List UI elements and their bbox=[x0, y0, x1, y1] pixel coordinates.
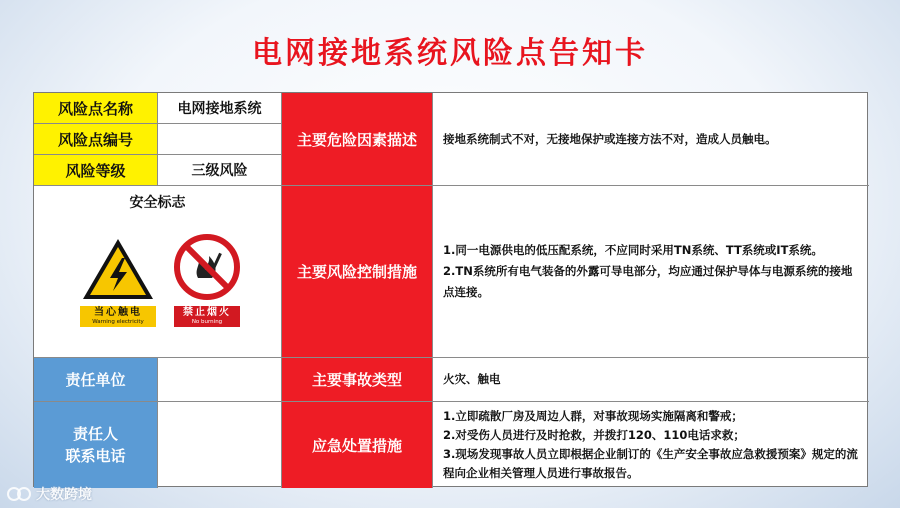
safety-signs-panel bbox=[34, 186, 282, 358]
emergency-line: 3.现场发现事故人员立即根据企业制订的《生产安全事故应急救援预案》规定的流程向企业相关管理人员进行事故报告。 bbox=[443, 447, 858, 480]
responsible-unit-label: 责任单位 bbox=[34, 358, 158, 402]
accident-text: 火灾、触电 bbox=[433, 358, 869, 402]
fire-caption: 禁止烟火 No burning bbox=[174, 306, 240, 327]
risk-code-label: 风险点编号 bbox=[34, 124, 158, 155]
electric-caption: 当心触电 Warning electricity bbox=[80, 306, 156, 327]
control-line: 2.TN系统所有电气装备的外露可导电部分，均应通过保护导体与电源系统的接地点连接。 bbox=[443, 264, 853, 299]
contact-value bbox=[158, 402, 282, 488]
responsible-unit-value bbox=[158, 358, 282, 402]
watermark bbox=[6, 484, 92, 504]
risk-name-value: 电网接地系统 bbox=[158, 93, 282, 124]
accident-label: 主要事故类型 bbox=[282, 358, 433, 402]
control-text bbox=[433, 186, 869, 358]
no-fire-icon bbox=[172, 232, 242, 302]
control-label: 主要风险控制措施 bbox=[282, 186, 433, 358]
page-title: 电网接地系统风险点告知卡 bbox=[252, 36, 648, 71]
risk-code-value bbox=[158, 124, 282, 155]
brand-logo-icon bbox=[6, 485, 32, 503]
emergency-line: 1.立即疏散厂房及周边人群，对事故现场实施隔离和警戒； bbox=[443, 409, 743, 423]
hazard-label: 主要危险因素描述 bbox=[282, 93, 433, 186]
lightning-warning-icon bbox=[80, 236, 156, 302]
risk-card bbox=[33, 92, 868, 487]
emergency-text bbox=[433, 402, 869, 488]
risk-name-label: 风险点名称 bbox=[34, 93, 158, 124]
contact-label: 责任人 联系电话 bbox=[34, 402, 158, 488]
safety-signs-title: 安全标志 bbox=[129, 195, 186, 211]
risk-level-value: 三级风险 bbox=[158, 155, 282, 186]
control-line: 1.同一电源供电的低压配系统，不应同时采用TN系统、TT系统或IT系统。 bbox=[443, 243, 823, 257]
emergency-label: 应急处置措施 bbox=[282, 402, 433, 488]
hazard-text: 接地系统制式不对，无接地保护或连接方法不对，造成人员触电。 bbox=[433, 93, 869, 186]
risk-level-label: 风险等级 bbox=[34, 155, 158, 186]
watermark-text: 大数跨境 bbox=[36, 487, 92, 503]
emergency-line: 2.对受伤人员进行及时抢救，并拨打120、110电话求救； bbox=[443, 428, 745, 442]
